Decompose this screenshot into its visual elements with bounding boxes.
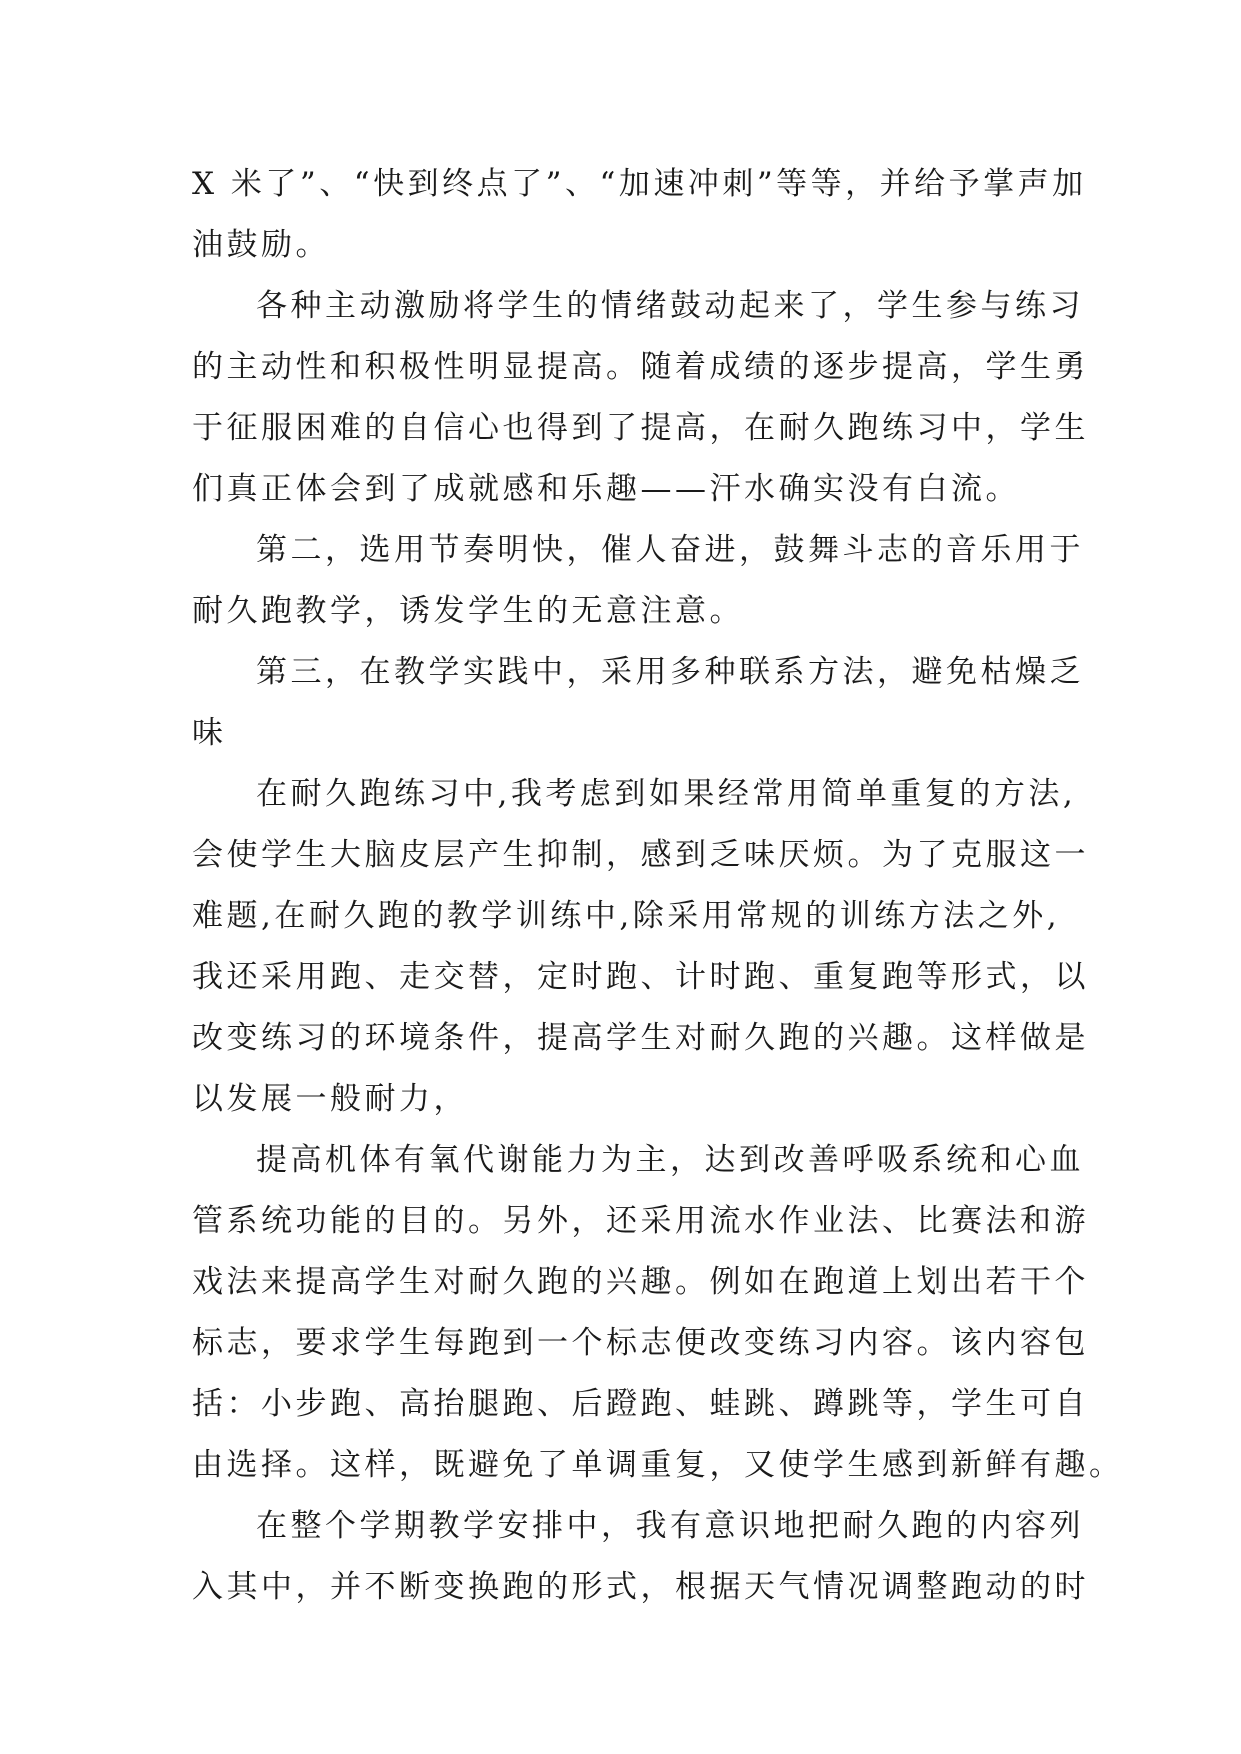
text-line: 耐久跑教学，诱发学生的无意注意。 [192,593,744,629]
paragraph-first-line: 各种主动激励将学生的情绪鼓动起来了，学生参与练习 [256,288,1084,324]
paragraph-first-line: 第二，选用节奏明快，催人奋进，鼓舞斗志的音乐用于 [256,532,1084,568]
text-line: 以发展一般耐力， [192,1081,468,1117]
text-line: 括：小步跑、高抬腿跑、后蹬跑、蛙跳、蹲跳等，学生可自 [192,1386,1089,1422]
paragraph-first-line: 在整个学期教学安排中，我有意识地把耐久跑的内容列 [256,1508,1084,1544]
text-line: 的主动性和积极性明显提高。随着成绩的逐步提高，学生勇 [192,349,1089,385]
document-body [192,154,1124,1618]
text-line: 于征服困难的自信心也得到了提高，在耐久跑练习中，学生 [192,410,1089,446]
text-line: 入其中，并不断变换跑的形式，根据天气情况调整跑动的时 [192,1569,1089,1605]
text-line: 戏法来提高学生对耐久跑的兴趣。例如在跑道上划出若干个 [192,1264,1089,1300]
text-line: 味 [192,715,227,751]
text-line: 由选择。这样，既避免了单调重复，又使学生感到新鲜有趣。 [192,1447,1124,1483]
text-line: 管系统功能的目的。另外，还采用流水作业法、比赛法和游 [192,1203,1089,1239]
text-line: 会使学生大脑皮层产生抑制，感到乏味厌烦。为了克服这一 [192,837,1089,873]
text-line: 我还采用跑、走交替，定时跑、计时跑、重复跑等形式，以 [192,959,1089,995]
text-line: 改变练习的环境条件，提高学生对耐久跑的兴趣。这样做是 [192,1020,1089,1056]
text-line: X 米了”、“快到终点了”、“加速冲刺”等等，并给予掌声加 [192,166,1087,202]
text-line: 难题,在耐久跑的教学训练中,除采用常规的训练方法之外, [192,898,1061,934]
paragraph-first-line: 提高机体有氧代谢能力为主，达到改善呼吸系统和心血 [256,1142,1084,1178]
text-line: 油鼓励。 [192,227,330,263]
text-line: 们真正体会到了成就感和乐趣——汗水确实没有白流。 [192,471,1020,507]
paragraph-first-line: 第三，在教学实践中，采用多种联系方法，避免枯燥乏 [256,654,1084,690]
text-line: 标志，要求学生每跑到一个标志便改变练习内容。该内容包 [192,1325,1089,1361]
paragraph-first-line: 在耐久跑练习中,我考虑到如果经常用简单重复的方法, [256,776,1077,812]
